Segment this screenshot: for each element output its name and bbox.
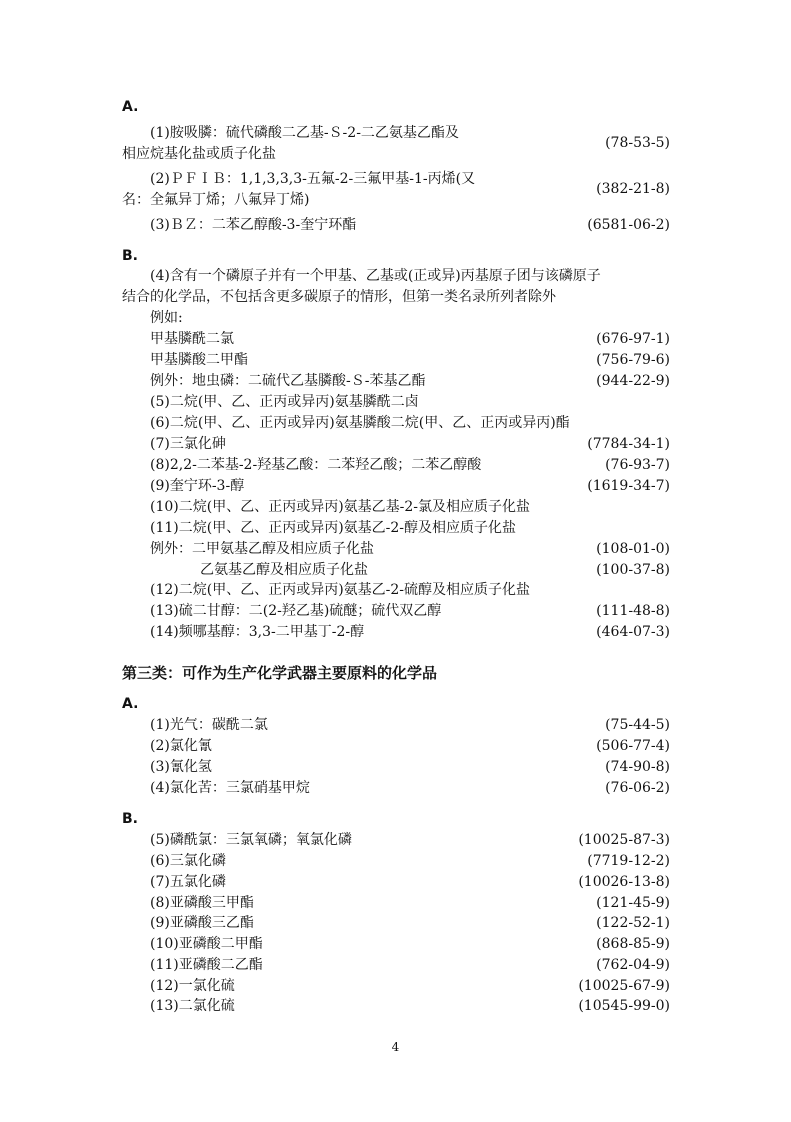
section-a-label: A.: [122, 99, 139, 115]
cat3-b-item-12: (12)一氯化硫: [150, 978, 235, 994]
cat3-b-item-6-cas: (7719-12-2): [587, 853, 670, 869]
example-3-cas: (944-22-9): [596, 373, 670, 389]
cat3-b-item-7: (7)五氯化磷: [150, 874, 226, 890]
cat3-b-item-6: (6)三氯化磷: [150, 853, 226, 869]
cat3-section-a-label: A.: [122, 696, 139, 712]
item-6: (6)二烷(甲、乙、正丙或异丙)氨基膦酸二烷(甲、乙、正丙或异丙)酯: [150, 415, 570, 431]
item-1-line-2: 相应烷基化盐或质子化盐: [122, 146, 276, 162]
exception-2: 乙氨基乙醇及相应质子化盐: [200, 562, 368, 578]
cat3-b-item-9: (9)亚磷酸三乙酯: [150, 915, 254, 931]
example-2-cas: (756-79-6): [596, 352, 670, 368]
item-14-cas: (464-07-3): [596, 624, 670, 640]
cat3-b-item-9-cas: (122-52-1): [596, 915, 670, 931]
item-13-cas: (111-48-8): [596, 603, 670, 619]
cat3-a-item-1-cas: (75-44-5): [605, 717, 670, 733]
category-3-title: 第三类：可作为生产化学武器主要原料的化学品: [122, 664, 438, 682]
item-8-cas: (76-93-7): [605, 457, 670, 473]
cat3-b-item-7-cas: (10026-13-8): [578, 874, 670, 890]
cat3-b-item-8-cas: (121-45-9): [596, 895, 670, 911]
cat3-a-item-4: (4)氯化苦：三氯硝基甲烷: [150, 780, 310, 796]
cat3-b-item-8: (8)亚磷酸三甲酯: [150, 895, 254, 911]
cat3-b-item-13: (13)二氯化硫: [150, 998, 235, 1014]
example-1-cas: (676-97-1): [596, 331, 670, 347]
item-12: (12)二烷(甲、乙、正丙或异丙)氨基乙-2-硫醇及相应质子化盐: [150, 582, 531, 598]
cat3-a-item-1: (1)光气：碳酰二氯: [150, 717, 268, 733]
item-1-line-1: (1)胺吸膦：硫代磷酸二乙基-Ｓ-2-二乙氨基乙酯及: [150, 125, 459, 141]
item-9-cas: (1619-34-7): [587, 478, 670, 494]
item-11: (11)二烷(甲、乙、正丙或异丙)氨基乙-2-醇及相应质子化盐: [150, 520, 517, 536]
cat3-b-item-11-cas: (762-04-9): [596, 957, 670, 973]
exception-2-cas: (100-37-8): [596, 562, 670, 578]
cat3-b-item-10: (10)亚磷酸二甲酯: [150, 936, 263, 952]
item-2-line-2: 名：全氟异丁烯；八氟异丁烯): [122, 192, 310, 208]
example-1: 甲基膦酰二氯: [150, 331, 234, 347]
item-4-line-2: 结合的化学品，不包括含更多碳原子的情形，但第一类名录所列者除外: [122, 289, 556, 305]
page-number: 4: [391, 1040, 400, 1054]
exception-1-cas: (108-01-0): [596, 541, 670, 557]
item-13: (13)硫二甘醇：二(2-羟乙基)硫醚；硫代双乙醇: [150, 603, 442, 619]
item-3: (3)ＢＺ：二苯乙醇酸-3-奎宁环酯: [150, 217, 357, 233]
example-2: 甲基膦酸二甲酯: [150, 352, 248, 368]
item-5: (5)二烷(甲、乙、正丙或异丙)氨基膦酰二卤: [150, 394, 419, 410]
cat3-b-item-13-cas: (10545-99-0): [578, 998, 670, 1014]
cat3-a-item-3-cas: (74-90-8): [605, 759, 670, 775]
cat3-a-item-4-cas: (76-06-2): [605, 780, 670, 796]
cat3-b-item-5-cas: (10025-87-3): [578, 832, 670, 848]
item-9: (9)奎宁环-3-醇: [150, 478, 245, 494]
item-7-cas: (7784-34-1): [587, 436, 670, 452]
exception-1: 例外：二甲氨基乙醇及相应质子化盐: [150, 541, 374, 557]
item-7: (7)三氯化砷: [150, 436, 226, 452]
cat3-b-item-11: (11)亚磷酸二乙酯: [150, 957, 263, 973]
item-8: (8)2,2-二苯基-2-羟基乙酸：二苯羟乙酸；二苯乙醇酸: [150, 457, 482, 473]
cat3-b-item-10-cas: (868-85-9): [596, 936, 670, 952]
cat3-a-item-2-cas: (506-77-4): [596, 738, 670, 754]
example-3: 例外：地虫磷：二硫代乙基膦酸-Ｓ-苯基乙酯: [150, 373, 426, 389]
cat3-b-item-12-cas: (10025-67-9): [578, 978, 670, 994]
item-2-line-1: (2)ＰＦＩＢ：1,1,3,3,3-五氟-2-三氟甲基-1-丙烯(又: [150, 171, 476, 187]
cat3-section-b-label: B.: [122, 811, 138, 827]
example-label: 例如:: [150, 310, 183, 326]
item-2-cas: (382-21-8): [596, 181, 670, 197]
item-1-cas: (78-53-5): [605, 135, 670, 151]
item-4-line-1: (4)含有一个磷原子并有一个甲基、乙基或(正或异)丙基原子团与该磷原子: [150, 268, 601, 284]
cat3-b-item-5: (5)磷酰氯：三氯氧磷；氧氯化磷: [150, 832, 352, 848]
item-10: (10)二烷(甲、乙、正丙或异丙)氨基乙基-2-氯及相应质子化盐: [150, 499, 531, 515]
item-14: (14)频哪基醇：3,3-二甲基丁-2-醇: [150, 624, 365, 640]
cat3-a-item-2: (2)氯化氰: [150, 738, 212, 754]
cat3-a-item-3: (3)氰化氢: [150, 759, 212, 775]
item-3-cas: (6581-06-2): [587, 217, 670, 233]
section-b-label: B.: [122, 248, 138, 264]
